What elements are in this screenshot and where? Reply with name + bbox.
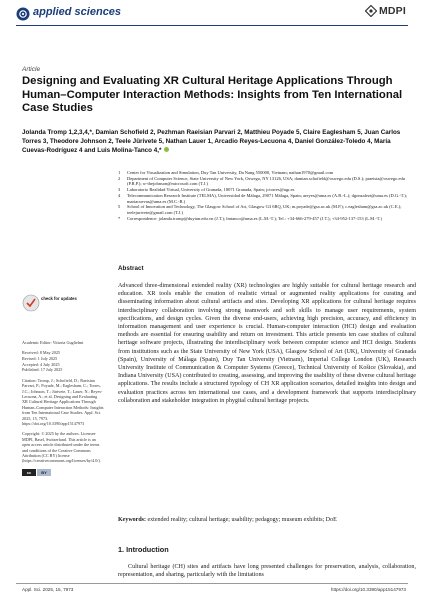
article-title: Designing and Evaluating XR Cultural Heritage Applications Through Human–Computer Interaction Methods: Insights from Ten International Case Studies — [22, 75, 403, 114]
check-for-updates-label[interactable]: check for updates — [41, 296, 77, 301]
affiliation-number: 3 — [118, 187, 121, 193]
keywords-label: Keywords: — [118, 517, 146, 523]
affiliation-item — [118, 204, 414, 215]
sidebar — [22, 340, 104, 479]
affiliation-text: Center for Visualization and Simulation, Duy Tan University, Da Nang 550000, Vietnam; nathan1970@gmail.com — [127, 170, 334, 175]
footer-doi-link[interactable]: https://doi.org/10.3390/app15147973 — [330, 587, 406, 592]
page-header — [0, 0, 424, 24]
affiliation-text: Correspondence: jolanda.tromp@duytan.edu.vn (J.T.); lmtanco@uma.es (L.M.-T.); Tel.: +34-666-279-457 (J.T.); +34-952-137-153 (L.M.-T.) — [127, 215, 382, 221]
affiliations — [118, 170, 414, 221]
affiliation-text: School of Innovation and Technology, The Glasgow School of Art, Glasgow G3 6RQ, UK; m.poyade@gsa.ac.uk (M.P.); c.eaglesham@gsa.ac.uk (C.E.); teelejurivete@gmail.com (T.J.) — [127, 204, 402, 215]
mdpi-mark-icon — [365, 5, 377, 17]
footer-divider — [16, 583, 408, 584]
journal-title[interactable]: applied sciences — [33, 6, 122, 18]
cc-by-license-badge[interactable] — [22, 469, 104, 476]
affiliation-text: Telecommunication Research Institute (TELMA), Universidad de Málaga, 29071 Málaga, Spain; areyes@uma.es (A.R.-L.); dgonzalezt@uma.es (D.G.-T.); mariacuevas@uma.es (M.C.-R.) — [127, 192, 408, 204]
orcid-icon[interactable] — [164, 147, 169, 152]
publication-date: Published: 17 July 2025 — [22, 367, 63, 373]
publication-dates — [22, 350, 104, 372]
abstract-heading: Abstract — [118, 265, 144, 272]
affiliation-item — [118, 216, 414, 222]
publication-date: Revised: 1 July 2025 — [22, 356, 58, 361]
affiliation-item — [118, 176, 414, 187]
footer-citation: Appl. Sci. 2025, 15, 7973 — [22, 587, 74, 592]
affiliation-item — [118, 193, 414, 204]
academic-editor: Academic Editor: Vittoria Guglielmi — [22, 340, 84, 345]
authors-text: Jolanda Tromp 1,2,3,4,*, Damian Schofield 2, Pezhman Raeisian Parvari 2, Matthieu Poyade 5, Claire Eaglesham 5, Juan Carlos Torres 3, Theodore Johnson 2, Teele Jürivete 5, Nathan Lauer 1, Arcadio Reyes-Lecuona 4, Daniel González-Toledo 4, María Cuevas-Rodríguez 4 and Luis Molina-Tanco 4,* — [22, 129, 401, 154]
introduction-body: Cultural heritage (CH) sites and artifacts have long presented challenges for preservation, analysis, collaboration, representation, and sharing, particularly with the limitations — [118, 564, 416, 579]
copyright: Copyright: © 2025 by the authors. Licensee MDPI, Basel, Switzerland. This article is an open access article distributed under the terms and conditions of the Creative Commons Attribution (CC BY) license (https://creativecommons.org/licenses/by/4.0/). — [22, 431, 101, 464]
affiliation-text: Department of Computer Science, State University of New York, Oswego, NY 13126, USA; damian.schofield@oswego.edu (D.S.); praeisia@oswego.edu (P.R.P.); w-thejohnson@microsoft.com (T.J.) — [127, 175, 405, 187]
section-heading-introduction: 1. Introduction — [118, 545, 169, 554]
keywords — [118, 516, 414, 524]
citation: Citation: Tromp, J.; Schofield, D.; Raeisian Parvari, P.; Poyade, M.; Eaglesham, C.; Torres, J.C.; Johnson, T.; Jürivete, T.; Lauer, N.; Reyes-Lecuona, A.; et al. Designing and Evaluating XR Cultural Heritage Applications Through Human–Computer Interaction Methods: Insights from Ten International Case Studies. Appl. Sci. 2025, 15, 7973. https://doi.org/10.3390/app15147973 — [22, 377, 104, 427]
affiliation-text: Laboratorio Realidad Virtual, University of Granada, 18071 Granada, Spain; jctorres@ugr.es — [127, 187, 295, 193]
affiliation-number: 2 — [118, 175, 121, 181]
publisher-name: MDPI — [378, 5, 406, 17]
affiliation-number: 1 — [118, 170, 121, 175]
publication-date: Accepted: 4 July 2025 — [22, 361, 60, 367]
keywords-text: extended reality; cultural heritage; usability; pedagogy; museum exhibits; DoE — [147, 517, 337, 523]
article-type: Article — [22, 66, 41, 73]
affiliation-number: 5 — [118, 204, 121, 210]
journal-logo-icon — [16, 7, 30, 21]
header-divider — [16, 25, 408, 26]
by-label: BY — [37, 469, 51, 476]
affiliation-number: 4 — [118, 192, 121, 198]
mdpi-logo[interactable] — [365, 5, 406, 17]
abstract-body: Advanced three-dimensional extended reality (XR) technologies are highly suitable for cultural heritage research and education. XR tools enable the creation of realistic virtual or augmented reality applications for curating and disseminating information about cultural artifacts and sites. Developing XR applications for cultural heritage requires interdisciplinary collaboration involving strong teamwork and soft skills to manage user requirements, system specifications, and design cycles. Given the diverse end-users, achieving high precision, accuracy, and efficiency in information management and user experience is crucial. Human-computer interaction (HCI) design and evaluation methods are essential for ensuring usability and return on investment. This article presents ten case studies of cultural heritage software projects, illustrating the interdisciplinary work between computer science and HCI design. Students from institutions such as the State University of New York (USA), Glasgow School of Art (UK), University of Granada (Spain), University of Málaga (Spain), Duy Tan University (Vietnam), Imperial College London (UK), Research University Institute of Communication & Computer Systems (Greece), Technical University of Košice (Slovakia), and Indiana University (USA) contributed to creating, assessing, and improving the usability of these diverse cultural heritage applications. The results include a structured typology of CH XR application scenarios, detailed insights into design and evaluation practices across ten international use cases, and a development framework that supports interdisciplinary collaboration and stakeholder integration in phygital cultural heritage projects. — [118, 283, 416, 404]
cc-label: cc — [22, 469, 36, 476]
author-list — [22, 128, 414, 155]
affiliation-number: * — [118, 215, 121, 221]
publication-date: Received: 8 May 2025 — [22, 350, 61, 356]
